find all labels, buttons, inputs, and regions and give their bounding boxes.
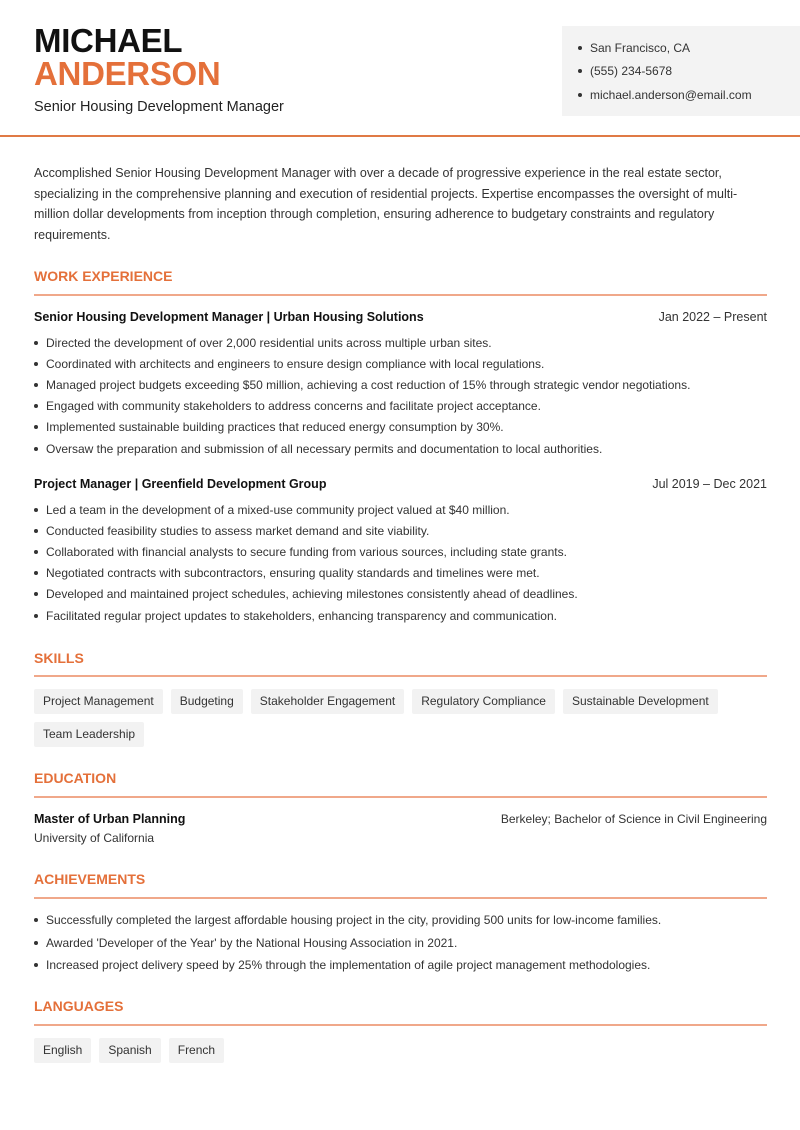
job-bullets xyxy=(34,332,767,459)
job-header xyxy=(34,310,767,324)
email-link[interactable]: michael.anderson@email.com xyxy=(590,87,752,102)
list-item xyxy=(34,563,767,584)
language-tag: Spanish xyxy=(99,1038,160,1063)
bullet-icon xyxy=(34,447,38,451)
education-details: Berkeley; Bachelor of Science in Civil Engineering xyxy=(500,812,767,826)
list-item xyxy=(34,932,767,955)
section-divider xyxy=(34,796,767,798)
job-bullets xyxy=(34,499,767,626)
bullet-text: Managed project budgets exceeding $50 million, achieving a cost reduction of 15% through strategic vendor negotiations. xyxy=(46,377,691,392)
section-title-skills: SKILLS xyxy=(34,650,84,666)
bullet-text: Successfully completed the largest affordable housing project in the city, providing 500 units for low-income families. xyxy=(46,913,662,928)
bullet-text: Awarded 'Developer of the Year' by the National Housing Association in 2021. xyxy=(46,935,458,950)
bullet-text: Coordinated with architects and engineers to ensure design compliance with local regulations. xyxy=(46,356,545,371)
bullet-icon xyxy=(34,550,38,554)
bullet-text: Facilitated regular project updates to stakeholders, enhancing transparency and communication. xyxy=(46,608,557,623)
achievements-list xyxy=(34,909,767,977)
bullet-icon xyxy=(34,963,38,967)
bullet-icon xyxy=(34,425,38,429)
section-divider xyxy=(34,294,767,296)
list-item xyxy=(34,374,767,395)
list-item xyxy=(34,332,767,353)
degree: Master of Urban Planning xyxy=(34,812,186,826)
section-divider xyxy=(34,1024,767,1026)
job-date: Jul 2019 – Dec 2021 xyxy=(652,477,767,491)
language-tag: French xyxy=(169,1038,224,1063)
languages-list xyxy=(34,1038,774,1063)
job-role: Project Manager | Greenfield Development Group xyxy=(34,477,327,491)
section-divider xyxy=(34,675,767,677)
contact-phone[interactable] xyxy=(578,60,800,84)
bullet-icon xyxy=(34,614,38,618)
skill-tag: Budgeting xyxy=(171,689,243,714)
list-item xyxy=(34,954,767,977)
contact-email[interactable] xyxy=(578,83,800,107)
bullet-icon xyxy=(34,918,38,922)
bullet-icon xyxy=(578,69,582,73)
bullet-icon xyxy=(34,529,38,533)
education-entry xyxy=(34,812,767,845)
list-item xyxy=(34,438,767,459)
bullet-text: Engaged with community stakeholders to address concerns and facilitate project acceptance. xyxy=(46,399,541,414)
job-role: Senior Housing Development Manager | Urban Housing Solutions xyxy=(34,310,424,324)
last-name: ANDERSON xyxy=(34,55,221,92)
list-item xyxy=(34,605,767,626)
summary: Accomplished Senior Housing Development Manager with over a decade of progressive experience in the real estate sector, specializing in the comprehensive planning and execution of residential projects. Expertise encompasses the oversight of multi-million dollar developments from inception through completion, ensuring adherence to budgetary constraints and regulatory requirements. xyxy=(34,166,738,242)
bullet-icon xyxy=(34,341,38,345)
skill-tag: Project Management xyxy=(34,689,163,714)
bullet-icon xyxy=(578,46,582,50)
list-item xyxy=(34,353,767,374)
bullet-text: Led a team in the development of a mixed-use community project valued at $40 million. xyxy=(46,502,510,517)
job-header xyxy=(34,477,767,491)
bullet-icon xyxy=(34,571,38,575)
section-divider xyxy=(34,897,767,899)
list-item xyxy=(34,499,767,520)
skills-list xyxy=(34,689,774,747)
bullet-icon xyxy=(34,362,38,366)
list-item xyxy=(34,396,767,417)
bullet-icon xyxy=(34,383,38,387)
skill-tag: Team Leadership xyxy=(34,722,144,747)
list-item xyxy=(34,584,767,605)
list-item xyxy=(34,520,767,541)
bullet-icon xyxy=(34,404,38,408)
contact-location xyxy=(578,36,800,60)
phone-text[interactable]: (555) 234-5678 xyxy=(590,64,673,79)
section-title-languages: LANGUAGES xyxy=(34,998,124,1014)
bullet-text: Negotiated contracts with subcontractors, ensuring quality standards and timelines were met. xyxy=(46,566,540,581)
first-name: MICHAEL xyxy=(34,22,183,59)
bullet-icon xyxy=(34,508,38,512)
bullet-text: Oversaw the preparation and submission of all necessary permits and documentation to local authorities. xyxy=(46,441,603,456)
bullet-icon xyxy=(578,93,582,97)
bullet-text: Collaborated with financial analysts to secure funding from various sources, including state grants. xyxy=(46,544,567,559)
section-title-education: EDUCATION xyxy=(34,770,117,786)
skill-tag: Regulatory Compliance xyxy=(412,689,555,714)
skill-tag: Stakeholder Engagement xyxy=(251,689,404,714)
section-title-experience: WORK EXPERIENCE xyxy=(34,268,173,284)
bullet-text: Increased project delivery speed by 25% through the implementation of agile project management methodologies. xyxy=(46,958,651,973)
bullet-text: Conducted feasibility studies to assess market demand and site viability. xyxy=(46,523,430,538)
list-item xyxy=(34,417,767,438)
skill-tag: Sustainable Development xyxy=(563,689,718,714)
resume-header xyxy=(0,0,800,137)
list-item xyxy=(34,909,767,932)
job-date: Jan 2022 – Present xyxy=(658,310,767,324)
language-tag: English xyxy=(34,1038,91,1063)
job-title: Senior Housing Development Manager xyxy=(34,99,284,115)
bullet-icon xyxy=(34,941,38,945)
bullet-text: Developed and maintained project schedules, achieving milestones consistently ahead of deadlines. xyxy=(46,587,578,602)
list-item xyxy=(34,541,767,562)
bullet-icon xyxy=(34,592,38,596)
location-text: San Francisco, CA xyxy=(590,40,691,55)
bullet-text: Implemented sustainable building practices that reduced energy consumption by 30%. xyxy=(46,420,504,435)
bullet-text: Directed the development of over 2,000 residential units across multiple urban sites. xyxy=(46,335,492,350)
contact-box xyxy=(562,26,800,116)
section-title-achievements: ACHIEVEMENTS xyxy=(34,871,146,887)
school: University of California xyxy=(34,831,155,845)
